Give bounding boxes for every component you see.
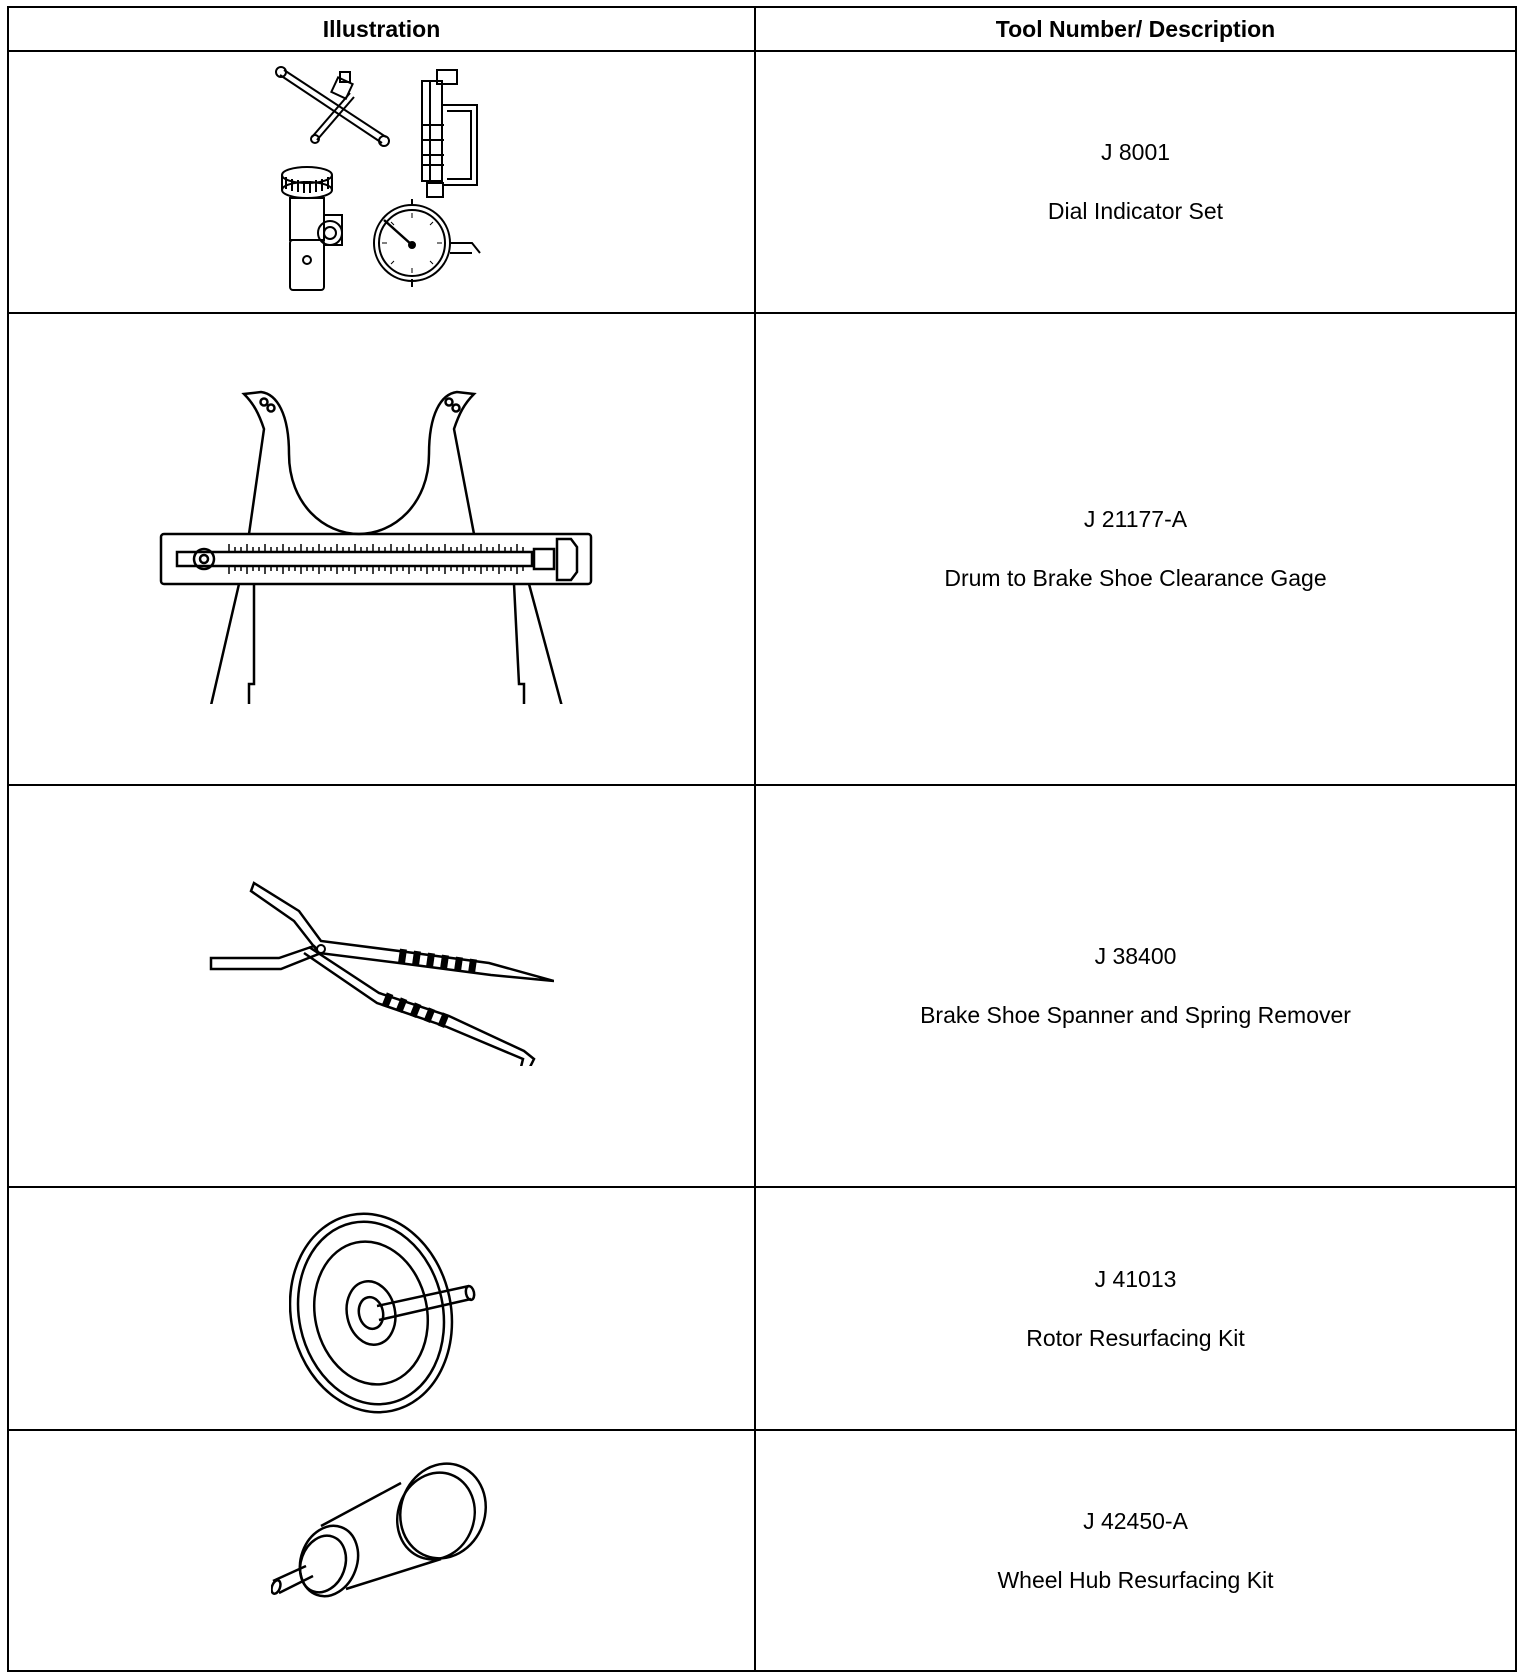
tool-number: J 21177-A xyxy=(1083,506,1188,532)
tool-number: J 41013 xyxy=(1094,1265,1177,1292)
dial-indicator-set-icon xyxy=(272,65,502,291)
wheel-hub-resurfacing-kit-illustration xyxy=(8,1430,755,1671)
clearance-gage-icon xyxy=(159,384,604,704)
tool-name: Rotor Resurfacing Kit xyxy=(1026,1324,1245,1351)
spanner-spring-remover-illustration xyxy=(8,785,755,1187)
clearance-gage-illustration xyxy=(8,313,755,785)
spanner-spring-remover-description xyxy=(755,785,1516,1187)
dial-indicator-set-description xyxy=(755,51,1516,313)
special-tools-table xyxy=(7,6,1517,1672)
tool-number: J 38400 xyxy=(1094,943,1177,969)
rotor-resurfacing-kit-illustration xyxy=(8,1187,755,1430)
tool-number: J 42450-A xyxy=(1083,1507,1188,1534)
wheel-hub-resurfacing-kit-icon xyxy=(271,1461,496,1616)
table-row xyxy=(8,785,1516,1187)
tool-name: Drum to Brake Shoe Clearance Gage xyxy=(944,565,1327,591)
tool-name: Wheel Hub Resurfacing Kit xyxy=(997,1566,1274,1593)
wheel-hub-resurfacing-kit-description xyxy=(755,1430,1516,1671)
spanner-spring-remover-icon xyxy=(209,881,554,1066)
clearance-gage-description xyxy=(755,313,1516,785)
header-tool-description: Tool Number/ Description xyxy=(755,7,1516,51)
tool-name: Brake Shoe Spanner and Spring Remover xyxy=(920,1002,1351,1028)
tool-name: Dial Indicator Set xyxy=(1047,198,1224,224)
table-header-row xyxy=(8,7,1516,51)
table-row xyxy=(8,1187,1516,1430)
table-row xyxy=(8,51,1516,313)
table-row xyxy=(8,1430,1516,1671)
header-illustration: Illustration xyxy=(8,7,755,51)
table-row xyxy=(8,313,1516,785)
dial-indicator-set-illustration xyxy=(8,51,755,313)
tool-number: J 8001 xyxy=(1100,139,1171,165)
gage-scale-ticks xyxy=(229,544,523,574)
rotor-resurfacing-kit-description xyxy=(755,1187,1516,1430)
rotor-resurfacing-kit-icon xyxy=(289,1208,489,1418)
